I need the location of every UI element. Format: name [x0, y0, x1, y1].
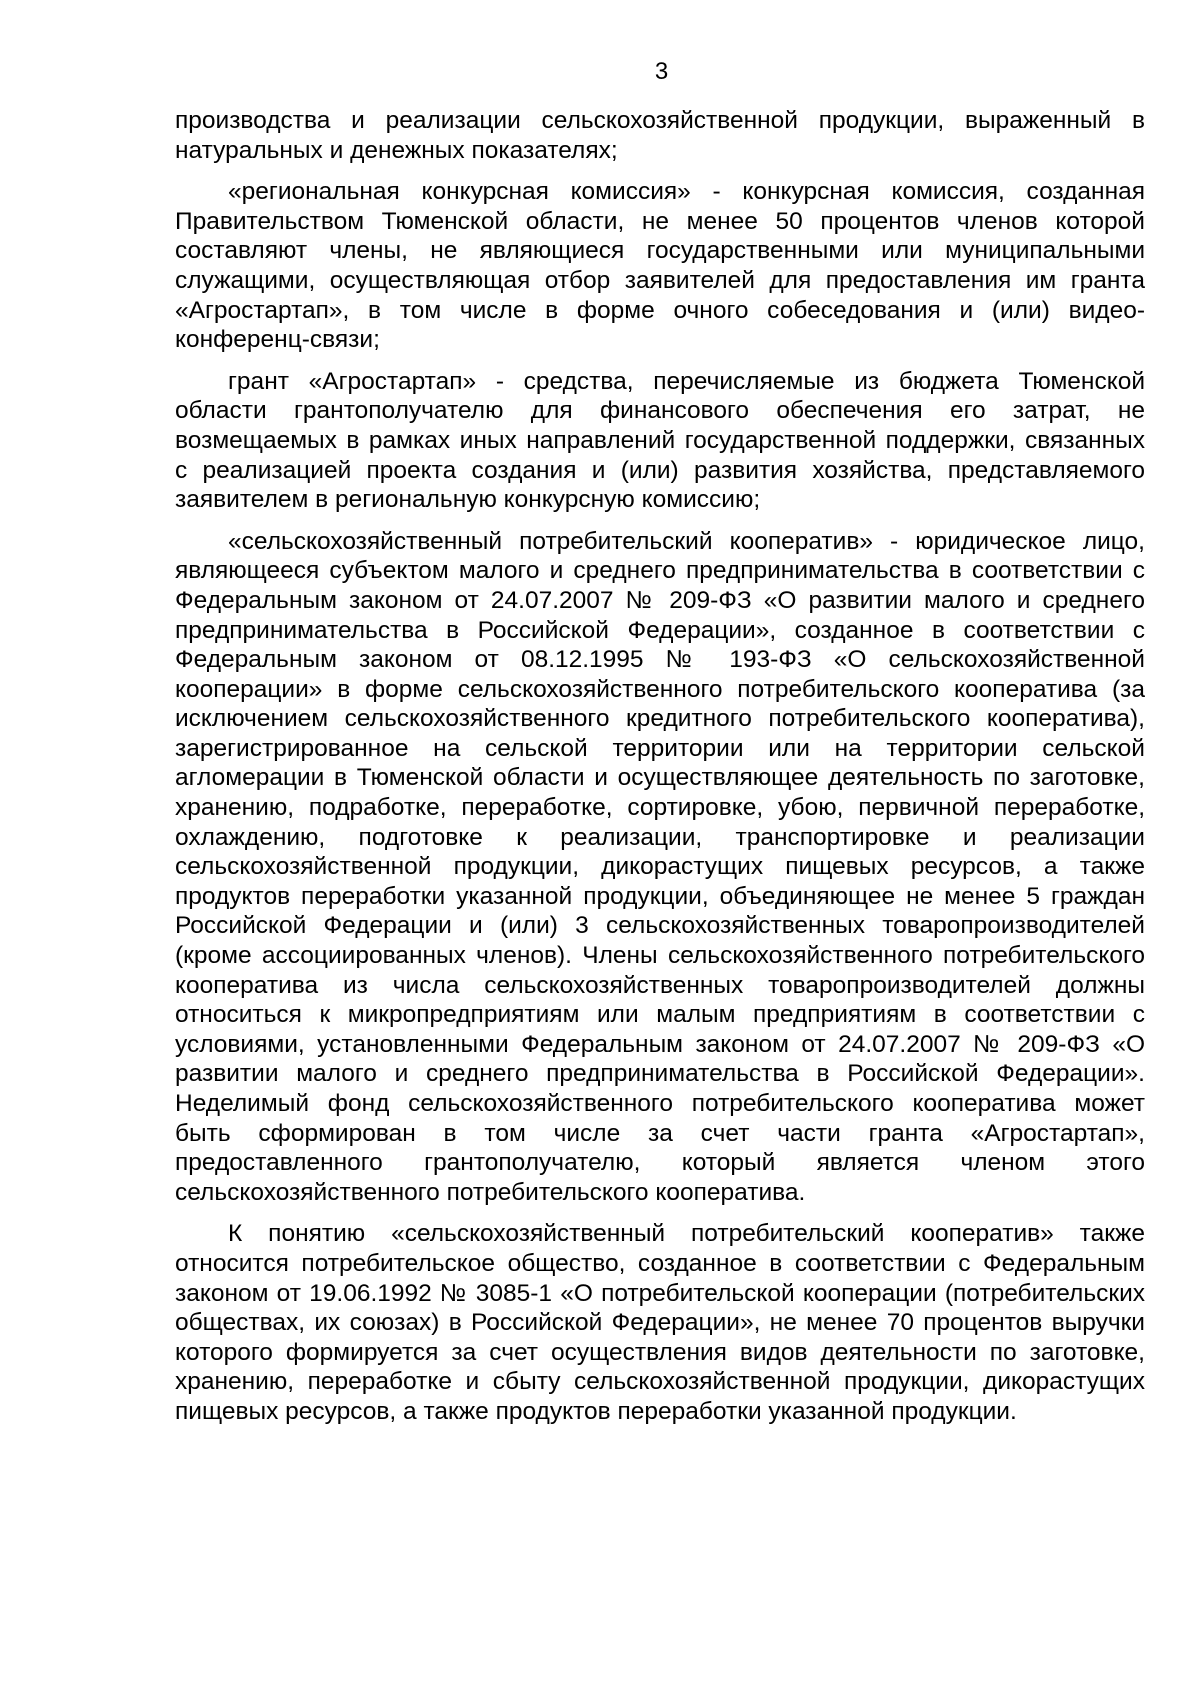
- page-number: 3: [654, 58, 669, 85]
- document-body: [175, 106, 1145, 1439]
- paragraph-grant-definition: грант «Агростартап» - средства, перечисляемые из бюджета Тюменской области грантополучателю для финансового обеспечения его затрат, не возмещаемых в рамках иных направлений государственной поддержки, связанных с реализацией проекта создания и (или) развития хозяйства, представляемого заявителем в региональную конкурсную комиссию;: [175, 367, 1145, 514]
- paragraph-consumer-society-definition: К понятию «сельскохозяйственный потребительский кооператив» также относится потребительское общество, созданное в соответствии с Федеральным законом от 19.06.1992 № 3085-1 «О потребительской кооперации (потребительских обществах, их союзах) в Российской Федерации», не менее 70 процентов выручки которого формируется за счет осуществления видов деятельности по заготовке, хранению, переработке и сбыту сельскохозяйственной продукции, дикорастущих пищевых ресурсов, а также продуктов переработки указанной продукции.: [175, 1220, 1145, 1425]
- paragraph-continuation: производства и реализации сельскохозяйственной продукции, выраженный в натуральных и денежных показателях;: [175, 107, 1145, 164]
- paragraph-cooperative-definition: «сельскохозяйственный потребительский кооператив» - юридическое лицо, являющееся субъектом малого и среднего предпринимательства в соответствии с Федеральным законом от 24.07.2007 № 209-ФЗ «О развитии малого и среднего предпринимательства в Российской Федерации», созданное в соответствии с Федеральным законом от 08.12.1995 № 193-ФЗ «О сельскохозяйственной кооперации» в форме сельскохозяйственного потребительского кооператива (за исключением сельскохозяйственного кредитного потребительского кооператива), зарегистрированное на сельской территории или на территории сельской агломерации в Тюменской области и осуществляющее деятельность по заготовке, хранению, подработке, переработке, сортировке, убою, первичной переработке, охлаждению, подготовке к реализации, транспортировке и реализации сельскохозяйственной продукции, дикорастущих пищевых ресурсов, а также продуктов переработки указанной продукции, объединяющее не менее 5 граждан Российской Федерации и (или) 3 сельскохозяйственных товаропроизводителей (кроме ассоциированных членов). Члены сельскохозяйственного потребительского кооператива из числа сельскохозяйственных товаропроизводителей должны относиться к микропредприятиям или малым предприятиям в соответствии с условиями, установленными Федеральным законом от 24.07.2007 № 209-ФЗ «О развитии малого и среднего предпринимательства в Российской Федерации». Неделимый фонд сельскохозяйственного потребительского кооператива может быть сформирован в том числе за счет части гранта «Агростартап», предоставленного грантополучателю, который является членом этого сельскохозяйственного потребительского кооператива.: [175, 527, 1145, 1206]
- paragraph-regional-commission-definition: «региональная конкурсная комиссия» - конкурсная комиссия, созданная Правительством Тюменской области, не менее 50 процентов членов которой составляют члены, не являющиеся государственными или муниципальными служащими, осуществляющая отбор заявителей для предоставления им гранта «Агростартап», в том числе в форме очного собеседования и (или) видео-конференц-связи;: [175, 178, 1145, 354]
